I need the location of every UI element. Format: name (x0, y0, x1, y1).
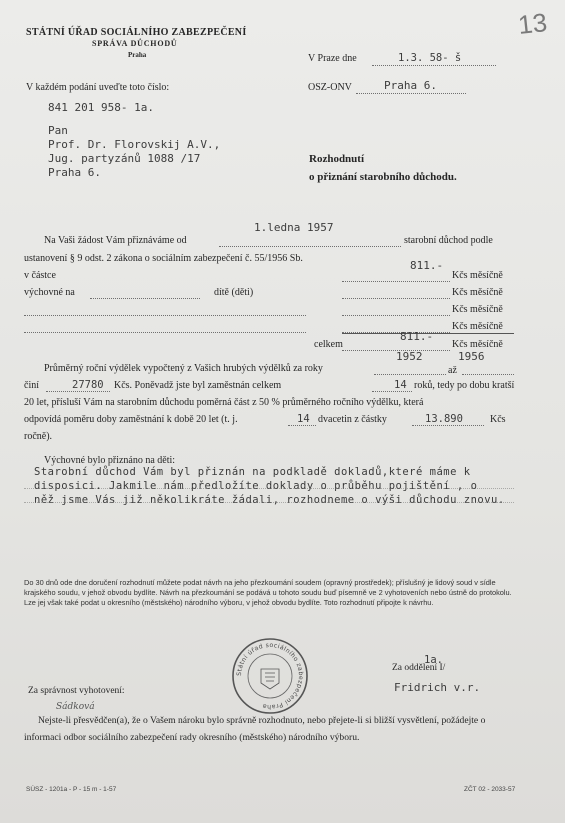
year-from-line (374, 364, 446, 375)
amount-line (342, 271, 450, 282)
place-date-label: V Praze dne (308, 53, 357, 64)
earnings-line-5: ročně). (24, 431, 53, 442)
recipient-line-4: Praha 6. (48, 166, 101, 179)
total-currency: Kčs měsíčně (452, 339, 503, 350)
earnings-line-4-mid: dvacetin z částky (318, 414, 387, 425)
appeal-notice: Do 30 dnů ode dne doručení rozhodnutí můžete podat návrh na jeho přezkoumání soudem (opravný prostředek); příslušný je lidový soud v sídle krajského soudu, v jehož obvodu bydlíte. Návrh na přezkoumání se podává u tohoto soudu buď písemně ve 2 vyhotoveních nebo ústně do protokolu. Lze jej však také podat u okresního (městského) národního výboru, v jehož obvodu bydlíte. Toto rozhodnutí připojte k návrhu. (24, 578, 512, 607)
footer-print-code: ZČT 02 - 2033-57 (464, 786, 516, 793)
correctness-signature: Sádková (56, 702, 95, 712)
stamp-text: Státní úřad sociálního zabezpečení Praha (235, 641, 305, 711)
signatory-name: Fridrich v.r. (394, 681, 481, 694)
earnings-amount: 27780 (72, 379, 104, 391)
earnings-line-4-end: Kčs (490, 414, 506, 425)
earnings-line-2-end: roků, tedy po dobu kratší (414, 380, 515, 391)
closing-paragraph: Nejste-li přesvědčen(a), že o Vašem nároku bylo správně rozhodnuto, nebo přejete-li si bližší vysvětlení, požádejte o informaci odbor sociálního zabezpečení rady okresního (městského) národního výboru. (24, 715, 486, 743)
children-section-label: Výchovné bylo přiznáno na děti: (44, 455, 176, 466)
children-line-1 (24, 478, 514, 489)
place-date-value: 1.3. 58- š (398, 52, 462, 64)
upbringing-label: výchovné na (24, 287, 75, 298)
upbringing-name-line (90, 288, 200, 299)
earnings-line-2-start: činí (24, 380, 39, 391)
osz-value: Praha 6. (384, 79, 437, 92)
earnings-line-3: 20 let, přísluší Vám na starobním důchodu poměrná část z 50 % průměrného ročního výdělku, která (24, 397, 424, 408)
grant-text-start: Na Vaši žádost Vám přiznáváme od (44, 235, 187, 246)
upbringing-amount-line-2 (342, 305, 450, 316)
fraction-value: 14 (297, 413, 310, 425)
official-stamp (231, 637, 309, 715)
svg-text:Státní úřad sociálního zabezpe (236, 642, 304, 710)
recipient-line-3: Jug. partyzánů 1088 /17 (48, 152, 201, 165)
total-label: celkem (314, 339, 343, 350)
reference-number: 841 201 958- 1a. (48, 101, 154, 114)
upbringing-currency-1: Kčs měsíčně (452, 287, 503, 298)
law-reference: ustanovení § 9 odst. 2 zákona o sociálním zabezpečení č. 55/1956 Sb. (24, 253, 303, 264)
typed-note-line-1: Starobní důchod Vám byl přiznán na podkladě dokladů,které máme k (34, 466, 471, 478)
amount-label: v částce (24, 270, 56, 281)
office-city: Praha (128, 51, 147, 59)
decision-title: Rozhodnutí (309, 153, 365, 165)
typed-note-line-3: něž jsme Vás již několikráte žádali, rozhodneme o výši důchodu znovu. (34, 494, 505, 506)
upbringing-amount-line-3 (342, 322, 450, 333)
recipient-line-2: Prof. Dr. Florovskij A.V., (48, 138, 221, 151)
osz-label: OSZ-ONV (308, 82, 352, 93)
children-line-2 (24, 492, 514, 503)
office-name: STÁTNÍ ÚŘAD SOCIÁLNÍHO ZABEZPEČENÍ (26, 27, 247, 38)
decision-subtitle: o přiznání starobního důchodu. (309, 171, 457, 183)
pension-amount: 811.- (410, 259, 444, 272)
page-number: 13 (516, 7, 549, 41)
total-amount: 811.- (400, 330, 434, 343)
grant-date-line (219, 236, 401, 247)
year-to-line (462, 364, 514, 375)
footer-form-code: SÚSZ - 1201a - P - 15 m - 1-57 (26, 786, 117, 793)
earnings-line-2-mid: Kčs. Poněvadž jste byl zaměstnán celkem (114, 380, 282, 391)
blank-line-2 (24, 322, 306, 333)
department-name: SPRÁVA DŮCHODŮ (92, 39, 178, 48)
upbringing-currency-3: Kčs měsíčně (452, 321, 503, 332)
employment-years: 14 (394, 379, 407, 391)
correctness-label: Za správnost vyhotovení: (28, 686, 125, 696)
amount-currency: Kčs měsíčně (452, 270, 503, 281)
base-amount: 13.890 (425, 413, 463, 425)
earnings-line-1: Průměrný roční výdělek vypočtený z Vašich hrubých výdělků za roky (44, 363, 323, 374)
year-from: 1952 (396, 350, 423, 363)
until-label: až (448, 365, 457, 376)
earnings-line-4-start: odpovídá poměru doby zaměstnání k době 20 let (t. j. (24, 414, 238, 425)
grant-date: 1.ledna 1957 (254, 221, 334, 234)
department-label: Za oddělení I/ (392, 663, 446, 673)
reference-label: V každém podání uveďte toto číslo: (26, 82, 170, 93)
blank-line-1 (24, 305, 306, 316)
upbringing-currency-2: Kčs měsíčně (452, 304, 503, 315)
grant-text-end: starobní důchod podle (404, 235, 493, 246)
typed-note-line-2: disposici. Jakmile nám předložíte doklady o průběhu pojištění , o (34, 480, 478, 492)
year-to: 1956 (458, 350, 485, 363)
department-value: 1a. (424, 654, 443, 666)
upbringing-amount-line-1 (342, 288, 450, 299)
recipient-line-1: Pan (48, 124, 68, 137)
children-label: dítě (děti) (214, 287, 254, 298)
